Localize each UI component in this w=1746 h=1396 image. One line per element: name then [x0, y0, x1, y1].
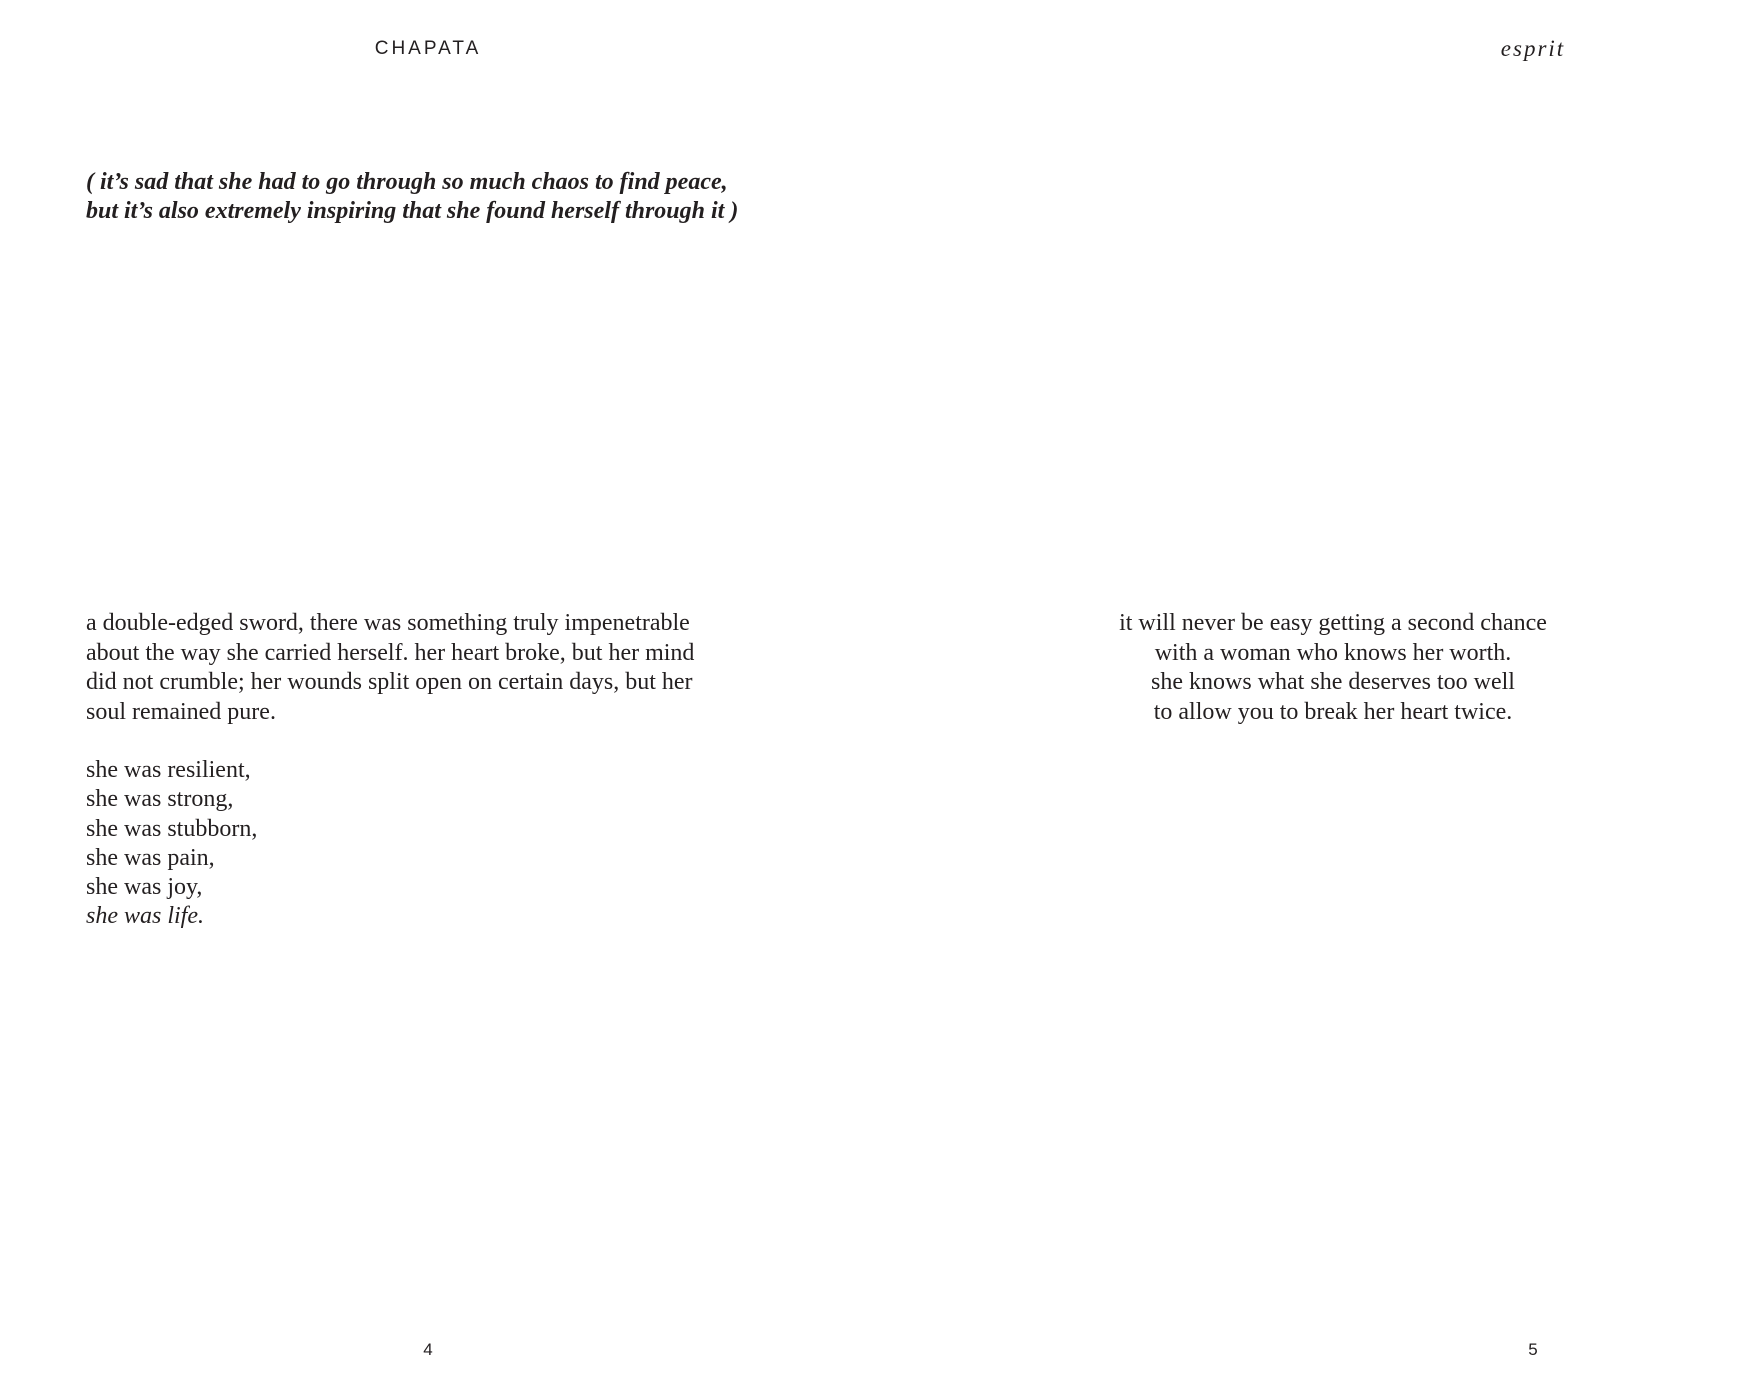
poem-line: with a woman who knows her worth.: [1154, 639, 1512, 666]
poem-stanza: [86, 756, 486, 932]
stanza-line: she was strong,: [86, 786, 234, 813]
poem-line: it will never be easy getting a second chance: [1119, 610, 1547, 636]
prose-paragraph: [86, 609, 806, 727]
stanza-line: she was joy,: [86, 874, 203, 901]
right-page: [873, 0, 1746, 1396]
epigraph-line: but it’s also extremely inspiring that she found herself through it ): [86, 198, 739, 224]
poem-line: to allow you to break her heart twice.: [1153, 698, 1513, 725]
stanza-line: she was pain,: [86, 844, 215, 871]
poem-line: she knows what she deserves too well: [1151, 669, 1515, 695]
epigraph-line: ( it’s sad that she had to go through so much chaos to find peace,: [86, 169, 728, 195]
prose-line: did not crumble; her wounds split open on certain days, but her: [86, 669, 693, 695]
page-number-right: 5: [1528, 1340, 1538, 1359]
epigraph: [86, 168, 806, 226]
centered-poem: [1033, 609, 1633, 727]
prose-line: a double-edged sword, there was something truly impenetrable: [86, 610, 690, 636]
stanza-line: she was stubborn,: [86, 815, 258, 842]
prose-line: soul remained pure.: [86, 698, 276, 725]
running-head-title: esprit: [1500, 36, 1566, 61]
stanza-final-line: she was life.: [86, 903, 204, 930]
page-number-left: 4: [423, 1340, 433, 1359]
stanza-line: she was resilient,: [86, 757, 251, 783]
prose-line: about the way she carried herself. her heart broke, but her mind: [86, 639, 695, 666]
running-head-author: CHAPATA: [374, 38, 482, 59]
